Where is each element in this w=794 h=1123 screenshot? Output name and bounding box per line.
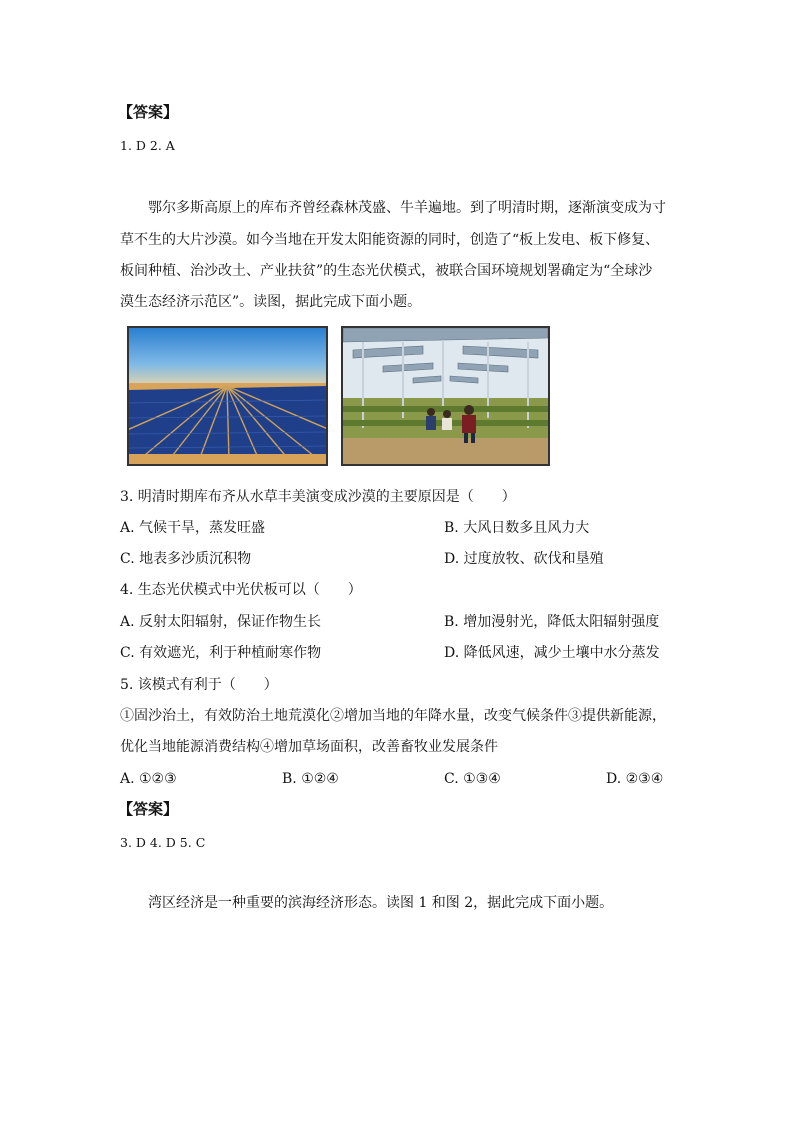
q3-option-b: B. 大风日数多且风力大 — [444, 520, 590, 536]
q5-option-b: B. ①②④ — [282, 771, 339, 787]
q4-option-b: B. 增加漫射光，降低太阳辐射强度 — [444, 614, 660, 630]
solar-farm-image — [129, 328, 326, 464]
farmers-under-solar-panels-photo — [341, 326, 550, 466]
q3-option-c: C. 地表多沙质沉积物 — [120, 551, 252, 567]
q4-option-a: A. 反射太阳辐射，保证作物生长 — [120, 614, 322, 630]
q5-statements-line-1: ①固沙治土，有效防治土地荒漠化②增加当地的年降水量，改变气候条件③提供新能源， — [120, 708, 666, 724]
q5-option-a: A. ①②③ — [120, 771, 177, 787]
q3-option-d: D. 过度放牧、砍伐和垦殖 — [444, 551, 604, 567]
passage1-line-4: 漠生态经济示范区”。读图，据此完成下面小题。 — [120, 294, 422, 310]
q3-option-a: A. 气候干旱，蒸发旺盛 — [120, 520, 266, 536]
q5-stem: 5. 该模式有利于（ ） — [120, 677, 278, 693]
passage2-line: 湾区经济是一种重要的滨海经济形态。读图 1 和图 2，据此完成下面小题。 — [148, 895, 614, 911]
q3-stem: 3. 明清时期库布齐从水草丰美演变成沙漠的主要原因是（ ） — [120, 489, 516, 505]
answer-heading-1: 【答案】 — [118, 103, 179, 121]
passage1-line-1: 鄂尔多斯高原上的库布齐曾经森林茂盛、牛羊遍地。到了明清时期，逐渐演变成为寸 — [148, 200, 666, 216]
q5-statements-line-2: 优化当地能源消费结构④增加草场面积，改善畜牧业发展条件 — [120, 739, 498, 755]
q5-option-d: D. ②③④ — [606, 771, 664, 787]
passage1-line-3: 板间种植、治沙改土、产业扶贫”的生态光伏模式，被联合国环境规划署确定为“全球沙 — [120, 263, 653, 279]
q4-option-d: D. 降低风速，减少土壤中水分蒸发 — [444, 645, 660, 661]
solar-farm-desert-photo — [127, 326, 328, 466]
answer-line-1: 1. D 2. A — [120, 138, 175, 153]
answer-line-2: 3. D 4. D 5. C — [120, 835, 206, 850]
passage1-line-2: 草不生的大片沙漠。如今当地在开发太阳能资源的同时，创造了“板上发电、板下修复、 — [120, 232, 660, 248]
agrivoltaic-image — [343, 328, 548, 464]
q4-stem: 4. 生态光伏模式中光伏板可以（ ） — [120, 582, 362, 598]
q5-option-c: C. ①③④ — [444, 771, 501, 787]
answer-heading-2: 【答案】 — [118, 800, 179, 818]
q4-option-c: C. 有效遮光，利于种植耐寒作物 — [120, 645, 322, 661]
